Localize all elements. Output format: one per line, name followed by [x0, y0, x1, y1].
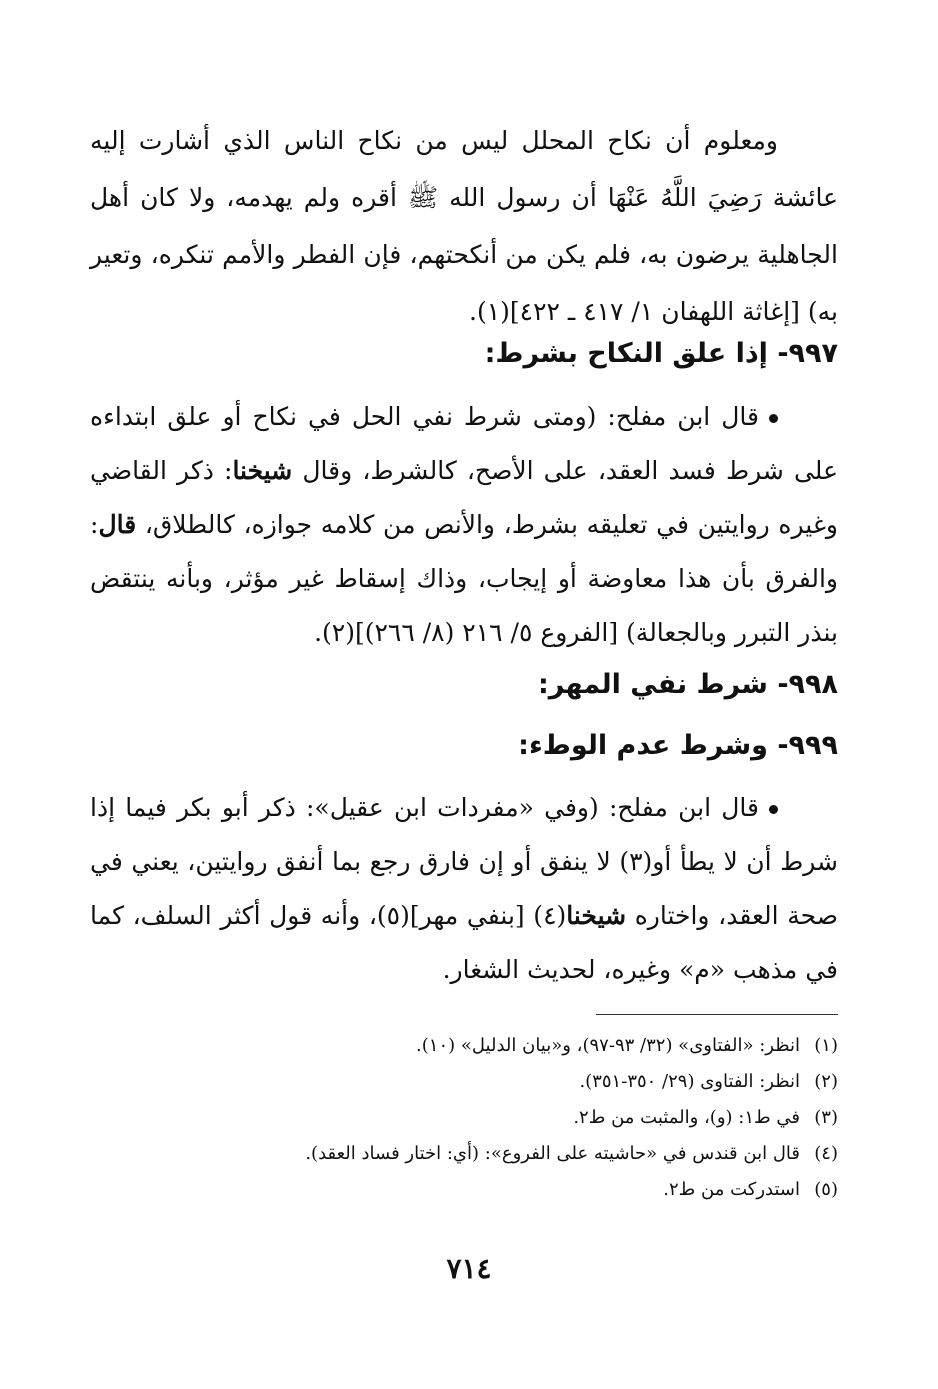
footnote-text: في ط١: (و)، والمثبت من ط٢. — [573, 1107, 800, 1128]
paragraph-999-text-c: (٤) [بنفي مهر](٥)، وأنه قول أكثر السلف، كما في مذهب «م» وغيره، لحديث الشغار. — [90, 901, 838, 984]
heading-997: ٩٩٧- إذا علق النكاح بشرط: — [484, 338, 838, 369]
heading-998: ٩٩٨- شرط نفي المهر: — [537, 669, 838, 700]
paragraph-intro-text: ومعلوم أن نكاح المحلل ليس من نكاح الناس الذي أشارت إليه عائشة رَضِيَ اللَّهُ عَنْهَا أن رسول الله ﷺ أقره ولم يهدمه، ولا كان أهل الجاهلية يرضون به، فلم يكن من أنكحتهم، فإن الفطر والأمم تنكره، وتعير به) [إغاثة اللهفان ١/ ٤١٧ ـ ٤٢٢](١). — [90, 126, 838, 326]
bullet-icon — [769, 414, 778, 423]
footnote — [90, 1172, 838, 1208]
footnote-number: (١) — [814, 1035, 838, 1056]
paragraph-997-text-a: قال ابن مفلح: (ومتى شرط نفي الحل في نكاح أو علق ابتداءه على شرط فسد العقد، على الأصح، كالشرط، وقال — [90, 402, 838, 485]
paragraph-997-text-e: : والفرق بأن هذا معاوضة أو إيجاب، وذاك إسقاط غير مؤثر، وبأنه ينتقض بنذر التبرر وبالجعالة) [الفروع ٥/ ٢١٦ (٨/ ٢٦٦)](٢). — [90, 510, 838, 647]
footnote-number: (٣) — [814, 1107, 838, 1128]
paragraph-997-text-b: شيخنا — [232, 456, 293, 485]
footnotes — [90, 1028, 838, 1208]
paragraph-997 — [90, 390, 838, 660]
footnote-number: (٤) — [814, 1143, 838, 1164]
footnote-text: قال ابن قندس في «حاشيته على الفروع»: (أي: اختار فساد العقد). — [305, 1143, 800, 1164]
footnote-text: استدركت من ط٢. — [663, 1179, 800, 1200]
footnote — [90, 1100, 838, 1136]
paragraph-999 — [90, 781, 838, 997]
footnote-number: (٢) — [814, 1071, 838, 1092]
paragraph-999-text-b: شيخنا — [566, 901, 627, 930]
footnote-divider — [596, 1014, 838, 1015]
footnote — [90, 1064, 838, 1100]
paragraph-999-text-a: قال ابن مفلح: (وفي «مفردات ابن عقيل»: ذكر أبو بكر فيما إذا شرط أن لا يطأ أو(٣) لا ينفق أو إن فارق رجع بما أنفق روايتين، يعني في صحة العقد، واختاره — [90, 793, 838, 930]
bullet-icon — [769, 805, 778, 814]
heading-999: ٩٩٩- وشرط عدم الوطء: — [518, 730, 838, 761]
footnote-number: (٥) — [814, 1179, 838, 1200]
paragraph-997-text-c: : ذكر القاضي وغيره روايتين في تعليقه بشرط، والأنص من كلامه جوازه، كالطلاق، — [90, 456, 838, 539]
footnote-text: انظر: الفتاوى (٢٩/ ٣٥٠-٣٥١). — [579, 1071, 800, 1092]
page-number: ٧١٤ — [446, 1252, 492, 1285]
paragraph-997-text-d: قال — [98, 510, 137, 539]
footnote — [90, 1028, 838, 1064]
footnote — [90, 1136, 838, 1172]
footnote-text: انظر: «الفتاوى» (٣٢/ ٩٣-٩٧)، و«بيان الدليل» (١٠). — [416, 1035, 800, 1056]
paragraph-intro — [90, 112, 838, 340]
